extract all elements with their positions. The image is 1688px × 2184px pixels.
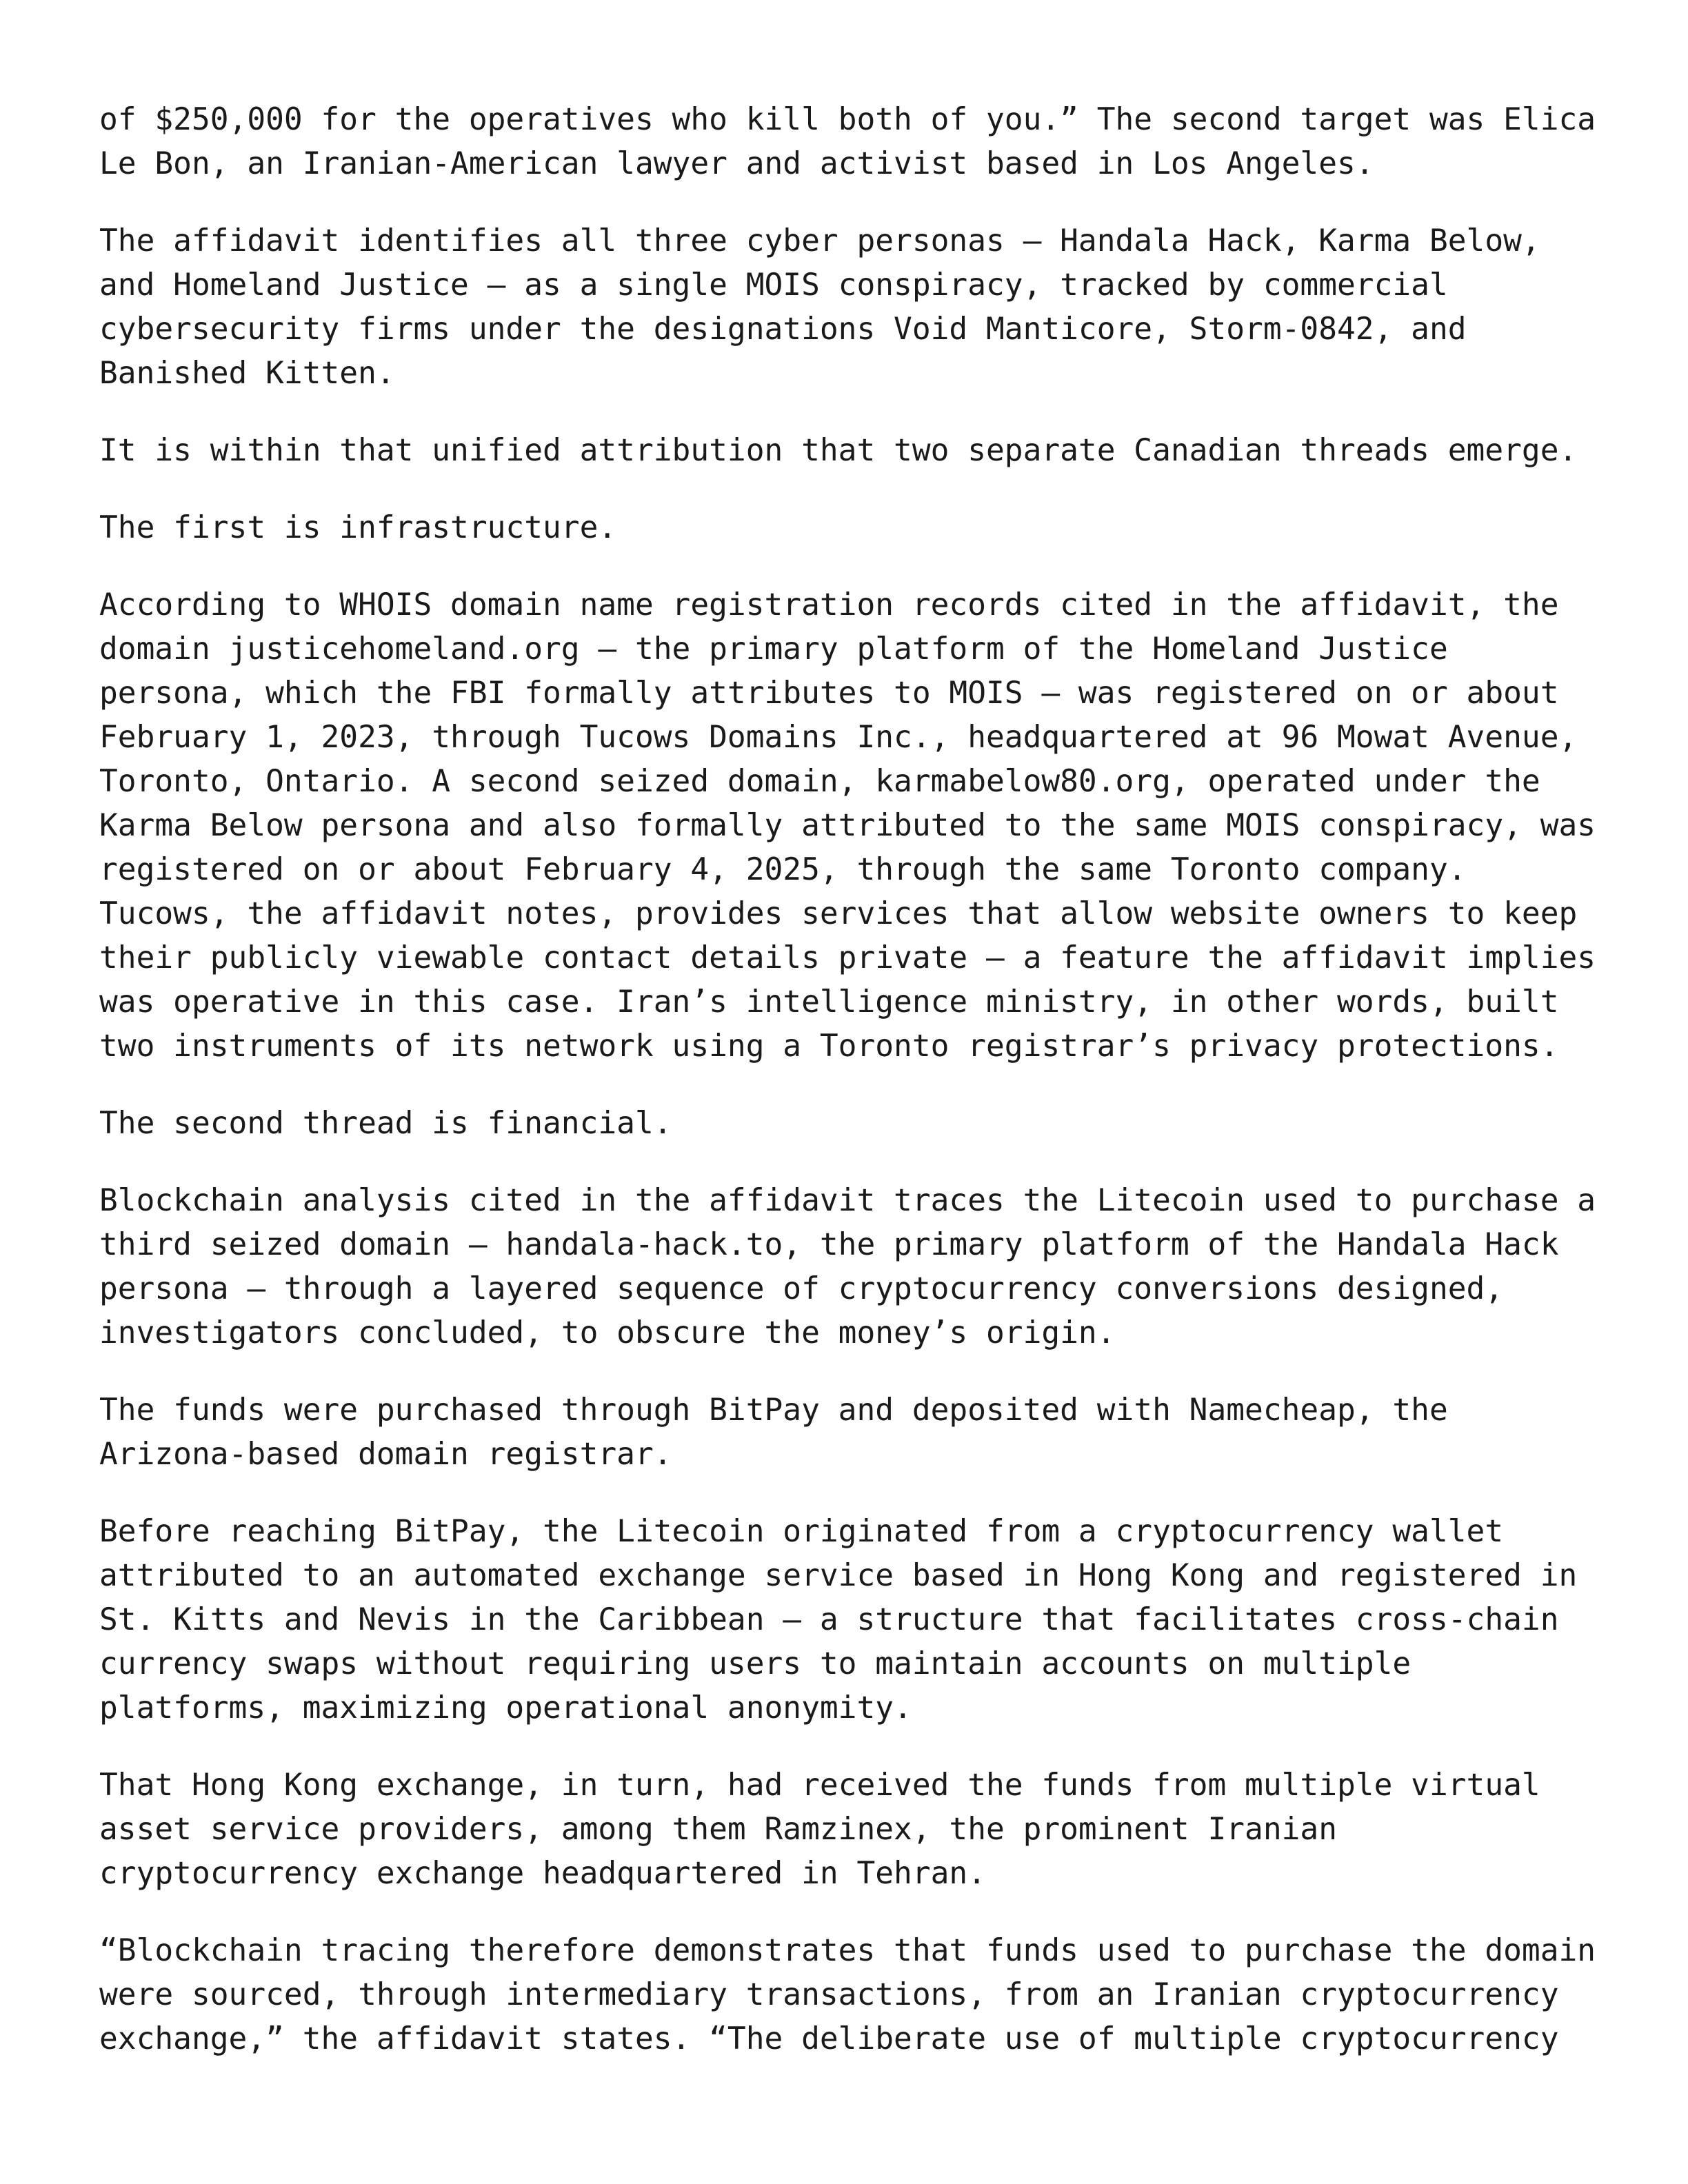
paragraph-hong-kong-wallet: Before reaching BitPay, the Litecoin originated from a cryptocurrency wallet attributed to an automated exchange service based in Hong Kong and registered in St. Kitts and Nevis in the Caribbean — a structure that facilitates cross-chain currency swaps without requiring users to maintain accounts on multiple platforms, maximizing operational anonymity. bbox=[99, 1514, 1578, 1726]
document-page bbox=[99, 98, 1602, 2061]
paragraph-first-infrastructure: The first is infrastructure. bbox=[99, 510, 617, 545]
paragraph-bitpay-namecheap: The funds were purchased through BitPay and deposited with Namecheap, the Arizona-based domain registrar. bbox=[99, 1393, 1448, 1472]
paragraph-ramzinex: That Hong Kong exchange, in turn, had received the funds from multiple virtual asset service providers, among them Ramzinex, the prominent Iranian cryptocurrency exchange headquartered in Tehran. bbox=[99, 1768, 1540, 1891]
paragraph-cyber-personas: The affidavit identifies all three cyber personas — Handala Hack, Karma Below, and Homeland Justice — as a single MOIS conspiracy, tracked by commercial cybersecurity firms under the designations Void Manticore, Storm-0842, and Banished Kitten. bbox=[99, 223, 1540, 391]
paragraph-bounty-second-target: of $250,000 for the operatives who kill both of you.” The second target was Elica Le Bon, an Iranian-American lawyer and activist based in Los Angeles. bbox=[99, 102, 1596, 181]
paragraph-blockchain-analysis: Blockchain analysis cited in the affidavit traces the Litecoin used to purchase a third seized domain — handala-hack.to, the primary platform of the Handala Hack persona — through a layered sequence of cryptocurrency conversions designed, investigators concluded, to obscure the money’s origin. bbox=[99, 1183, 1596, 1351]
paragraph-canadian-threads: It is within that unified attribution that two separate Canadian threads emerge. bbox=[99, 433, 1578, 468]
paragraph-affidavit-quote: “Blockchain tracing therefore demonstrates that funds used to purchase the domain were sourced, through intermediary transactions, from an Iranian cryptocurrency exchange,” the affidavit states. “The deliberate use of multiple cryptocurrency bbox=[99, 1933, 1596, 2056]
paragraph-second-financial: The second thread is financial. bbox=[99, 1106, 672, 1141]
paragraph-whois-records: According to WHOIS domain name registration records cited in the affidavit, the domain justicehomeland.org — the primary platform of the Homeland Justice persona, which the FBI formally attributes to MOIS — was registered on or about February 1, 2023, through Tucows Domains Inc., headquartered at 96 Mowat Avenue, Toronto, Ontario. A second seized domain, karmabelow80.org, operated under the Karma Below persona and also formally attributed to the same MOIS conspiracy, was registered on or about February 4, 2025, through the same Toronto company. Tucows, the affidavit notes, provides services that allow website owners to keep their publicly viewable contact details private — a feature the affidavit implies was operative in this case. Iran’s intelligence ministry, in other words, built two instruments of its network using a Toronto registrar’s privacy protections. bbox=[99, 587, 1596, 1064]
